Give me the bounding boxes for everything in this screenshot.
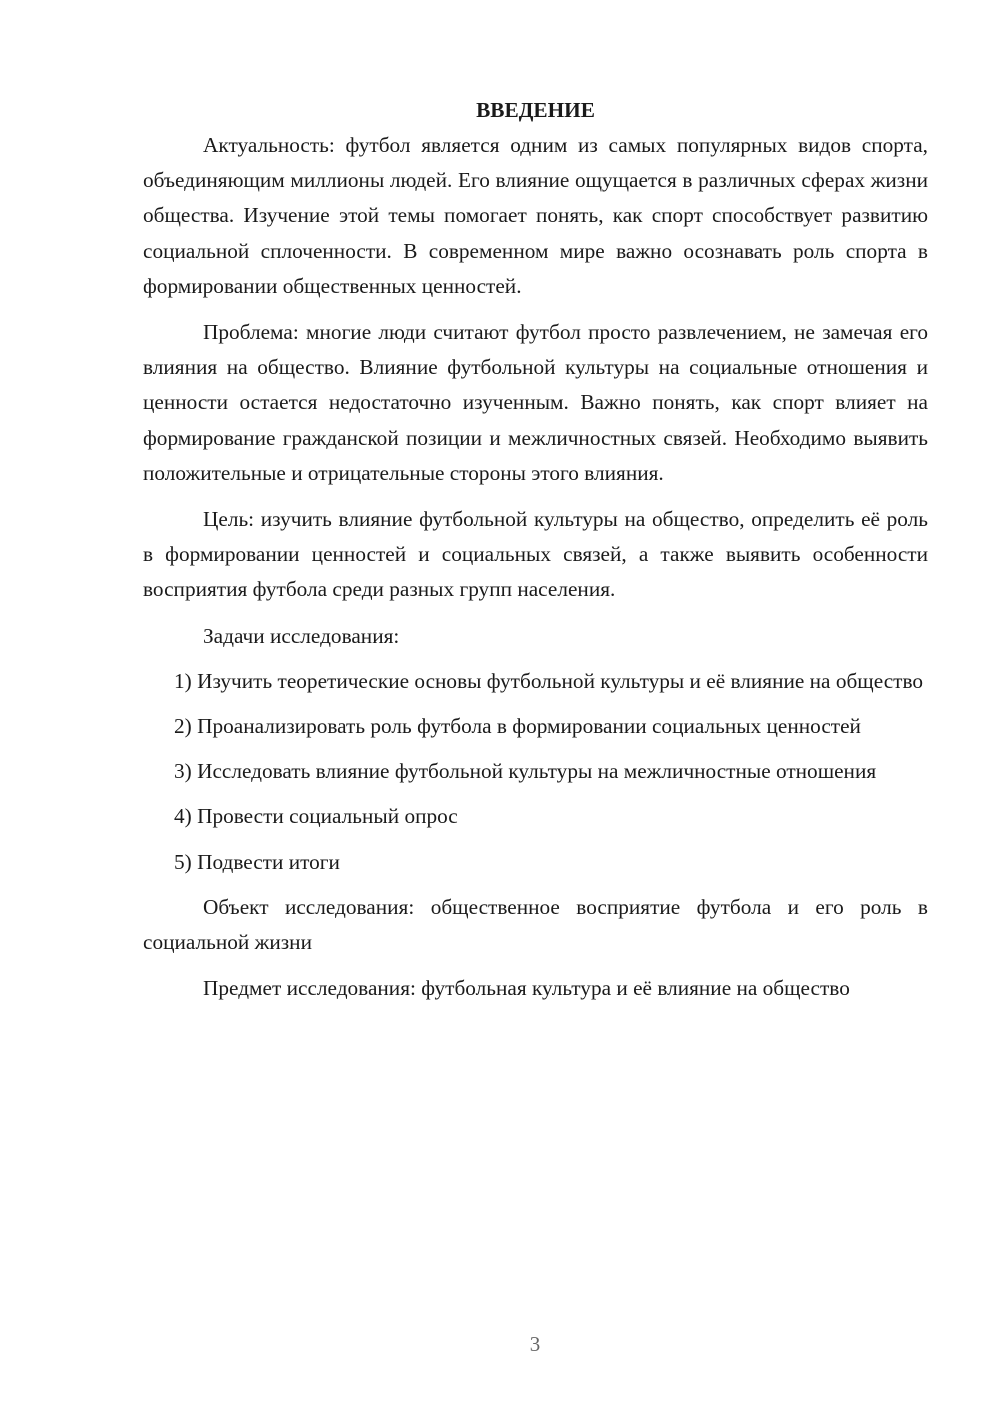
object-paragraph: Объект исследования: общественное восприятие футбола и его роль в социальной жизни — [143, 894, 928, 955]
page-title: ВВЕДЕНИЕ — [476, 98, 595, 122]
relevance-paragraph: Актуальность: футбол является одним из самых популярных видов спорта, объединяющим миллионы людей. Его влияние ощущается в различных сферах жизни общества. Изучение этой темы помогает понять, как спорт способствует развитию социальной сплоченности. В современном мире важно осознавать роль спорта в формировании общественных ценностей. — [143, 133, 928, 298]
tasks-heading: Задачи исследования: — [203, 623, 400, 648]
task-item-1: 1) Изучить теоретические основы футбольной культуры и её влияние на общество — [174, 668, 924, 693]
task-item-2: 2) Проанализировать роль футбола в формировании социальных ценностей — [174, 714, 861, 739]
task-item-3: 3) Исследовать влияние футбольной культуры на межличностные отношения — [174, 759, 877, 784]
task-item-4: 4) Провести социальный опрос — [174, 804, 458, 829]
task-item-5: 5) Подвести итоги — [174, 849, 340, 874]
document-page — [143, 92, 928, 1017]
subject-paragraph: Предмет исследования: футбольная культура и её влияние на общество — [203, 976, 850, 1001]
problem-paragraph: Проблема: многие люди считают футбол просто развлечением, не замечая его влияния на общество. Влияние футбольной культуры на социальные отношения и ценности остается недостаточно изученным. Важно понять, как спорт влияет на формирование гражданской позиции и межличностных связей. Необходимо выявить положительные и отрицательные стороны этого влияния. — [143, 320, 928, 485]
page-number: 3 — [529, 1332, 541, 1356]
goal-paragraph: Цель: изучить влияние футбольной культуры на общество, определить её роль в формировании ценностей и социальных связей, а также выявить особенности восприятия футбола среди разных групп населения. — [143, 507, 928, 602]
